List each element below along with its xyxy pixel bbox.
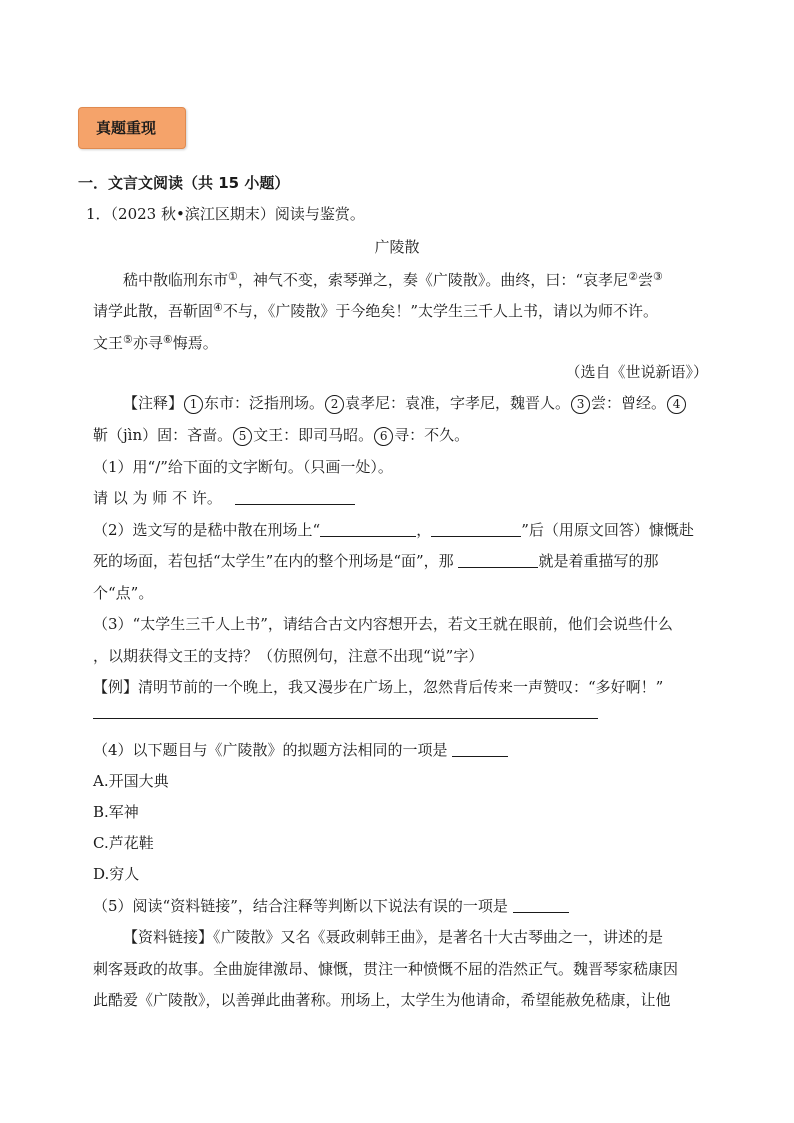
note-number-6: 6 bbox=[374, 427, 393, 446]
question-header: 1．（2023 秋•滨江区期末）阅读与鉴赏。 bbox=[86, 205, 365, 223]
option-d[interactable]: D.穷人 bbox=[93, 865, 140, 883]
subquestion-2-line-3: 个“点”。 bbox=[93, 584, 154, 602]
option-c[interactable]: C.芦花鞋 bbox=[93, 834, 154, 852]
section-title: 一．文言文阅读（共 15 小题） bbox=[78, 174, 290, 192]
subquestion-5-prompt: （5）阅读“资料链接”，结合注释等判断以下说法有误的一项是 bbox=[93, 896, 569, 916]
note-mark-5: ⑤ bbox=[123, 333, 133, 346]
passage-line-3: 文王⑤亦寻⑥悔焉。 bbox=[93, 333, 218, 352]
passage-source: （选自《世说新语》） bbox=[565, 363, 708, 381]
answer-blank-2c[interactable] bbox=[458, 553, 538, 568]
note-number-4: 4 bbox=[667, 395, 686, 414]
note-mark-2: ② bbox=[628, 270, 638, 283]
note-number-2: 2 bbox=[325, 395, 344, 414]
answer-blank-2b[interactable] bbox=[431, 522, 521, 537]
option-b[interactable]: B.军神 bbox=[93, 803, 139, 821]
material-line-3: 此酷爱《广陵散》，以善弹此曲著称。刑场上，太学生为他请命，希望能赦免嵇康，让他 bbox=[93, 991, 671, 1009]
passage-title: 广陵散 bbox=[374, 238, 420, 256]
subquestion-3-line-1: （3）“太学生三千人上书”，请结合古文内容想开去，若文王就在眼前，他们会说些什么 bbox=[93, 615, 673, 633]
answer-line-3[interactable] bbox=[93, 718, 598, 719]
passage-line-2: 请学此散，吾靳固④不与，《广陵散》于今绝矣！”太学生三千人上书，请以为师不许。 bbox=[93, 301, 659, 320]
note-number-3: 3 bbox=[571, 395, 590, 414]
note-mark-6: ⑥ bbox=[162, 333, 173, 346]
subquestion-3-line-2: ，以期获得文王的支持？（仿照例句，注意不出现“说”字） bbox=[93, 647, 484, 665]
section-badge bbox=[78, 107, 186, 149]
subquestion-1-sentence: 请 以 为 师 不 许。 bbox=[93, 488, 355, 508]
option-a[interactable]: A.开国大典 bbox=[93, 772, 169, 790]
subquestion-4-prompt: （4）以下题目与《广陵散》的拟题方法相同的一项是 bbox=[93, 740, 508, 760]
subquestion-1-prompt: （1）用“/”给下面的文字断句。（只画一处）。 bbox=[93, 458, 393, 476]
passage-line-1: 嵇中散临刑东市①，神气不变，索琴弹之，奏《广陵散》。曲终，曰：“哀孝尼②尝③ bbox=[123, 270, 663, 289]
answer-blank-5[interactable] bbox=[513, 898, 569, 913]
note-mark-3: ③ bbox=[652, 270, 663, 283]
material-line-2: 刺客聂政的故事。全曲旋律激昂、慷慨，贯注一种愤慨不屈的浩然正气。魏晋琴家嵇康因 bbox=[93, 960, 679, 978]
answer-blank-4[interactable] bbox=[452, 742, 508, 757]
notes-line-2: 靳（jìn）固：吝啬。 5 文王：即司马昭。 6 寻：不久。 bbox=[93, 426, 470, 444]
answer-blank-1[interactable] bbox=[235, 490, 355, 505]
material-line-1: 【资料链接】《广陵散》又名《聂政刺韩王曲》，是著名十大古琴曲之一，讲述的是 bbox=[123, 928, 664, 946]
note-mark-4: ④ bbox=[213, 301, 223, 314]
note-number-5: 5 bbox=[233, 427, 252, 446]
subquestion-2-line-1: （2）选文写的是嵇中散在刑场上“ ， ”后（用原文回答）慷慨赴 bbox=[93, 521, 694, 539]
note-mark-1: ① bbox=[228, 270, 238, 283]
answer-blank-2a[interactable] bbox=[320, 522, 416, 537]
subquestion-3-example: 【例】清明节前的一个晚上，我又漫步在广场上，忽然背后传来一声赞叹：“多好啊！” bbox=[93, 678, 664, 696]
notes-line-1: 【注释】 1 东市：泛指刑场。 2 袁孝尼：袁准，字孝尼，魏晋人。 3 尝：曾经。 4 bbox=[123, 393, 687, 414]
badge-label: 真题重现 bbox=[96, 119, 157, 137]
note-number-1: 1 bbox=[184, 395, 203, 414]
subquestion-2-line-2: 死的场面，若包括“太学生”在内的整个刑场是“面”，那 就是着重描写的那 bbox=[93, 552, 659, 570]
